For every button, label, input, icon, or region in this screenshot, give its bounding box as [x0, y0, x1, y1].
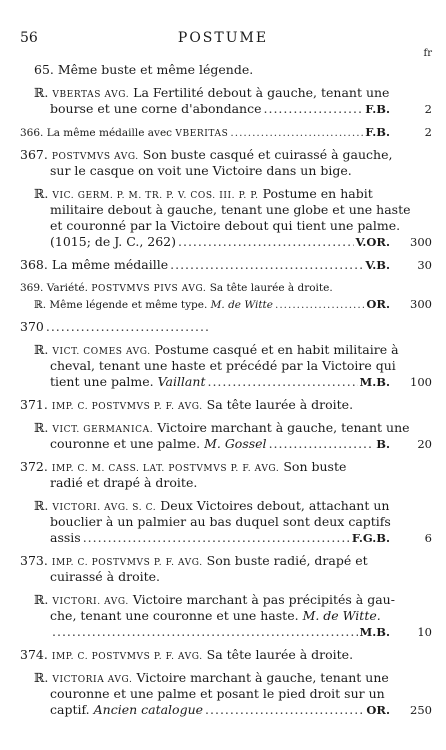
entry-line: che, tenant une couronne et une haste. M. de Witte. — [50, 608, 381, 623]
entry-line: radié et drapé à droite. — [50, 475, 198, 490]
price: 100 — [410, 375, 432, 389]
entry-line: ℝ. VICTORI. AVG. S. C. Deux Victoires debout, attachant un — [34, 498, 390, 513]
rarity-mark: B. — [376, 437, 390, 451]
price: 6 — [424, 531, 432, 545]
entry-line: et couronné par la Victoire debout qui tient une palme. — [50, 218, 401, 233]
rarity-mark: V.OR. — [355, 235, 390, 249]
price: 30 — [417, 258, 432, 272]
rarity-mark: OR. — [366, 297, 390, 311]
entry-line: couronne et une palme et posant le pied droit sur un — [50, 686, 385, 701]
price: 20 — [417, 437, 432, 451]
entry-line: 373. IMP. C. POSTVMVS P. F. AVG. Son buste radié, drapé et — [20, 553, 368, 568]
rarity-mark: OR. — [366, 703, 390, 717]
price: 250 — [410, 703, 432, 717]
price: 10 — [417, 625, 432, 639]
rarity-mark: F.B. — [365, 102, 390, 116]
entry-line: 371. IMP. C. POSTVMVS P. F. AVG. Sa tête laurée à droite. — [20, 397, 354, 412]
page-header — [0, 30, 446, 50]
entry-line: cuirassé à droite. — [50, 569, 160, 584]
entry-line: ℝ. VIC. GERM. P. M. TR. P. V. COS. III. P. P. Postume en habit — [34, 186, 373, 201]
entry-line: assis ..... F.G.B. 6 — [20, 530, 432, 546]
entry-line: 366. La même médaille avec VBERITAS ..... F.B. 2 — [20, 124, 432, 140]
entry-line: militaire debout à gauche, tenant une globe et une haste — [50, 202, 411, 217]
entry-line: 65. Même buste et même légende. — [34, 62, 254, 77]
entry-line: sur le casque on voit une Victoire dans un bige. — [50, 163, 352, 178]
entry-line: 367. POSTVMVS AVG. Son buste casqué et cuirassé à gauche, — [20, 147, 393, 162]
entry-line — [20, 624, 432, 640]
entry-line: ℝ. VBERTAS AVG. La Fertilité debout à gauche, tenant une — [34, 85, 390, 100]
catalogue-entries — [20, 62, 432, 718]
page-number: 56 — [20, 30, 38, 46]
entry-line: 372. IMP. C. M. CASS. LAT. POSTVMVS P. F. AVG. Son buste — [20, 459, 347, 474]
rarity-mark: M.B. — [359, 375, 390, 389]
price: 2 — [424, 102, 432, 116]
entry-line: ℝ. VICTORIA AVG. Victoire marchant à gauche, tenant une — [34, 670, 389, 685]
entry-line: 374. IMP. C. POSTVMVS P. F. AVG. Sa tête laurée à droite. — [20, 647, 354, 662]
entry-line: ℝ. VICT. COMES AVG. Postume casqué et en habit militaire à — [34, 342, 399, 357]
entry-line: bourse et une corne d'abondance ..... F.B. 2 — [20, 101, 432, 117]
entry-line: bouclier à un palmier au bas duquel sont deux captifs — [50, 514, 391, 529]
entry-line: cheval, tenant une haste et précédé par la Victoire qui — [50, 358, 396, 373]
entry-line: couronne et une palme. M. Gossel ..... B. 20 — [20, 436, 432, 452]
rarity-mark: M.B. — [359, 625, 390, 639]
price: 300 — [410, 235, 432, 249]
rarity-mark: F.B. — [365, 125, 390, 139]
price-column-label: fr — [423, 48, 432, 59]
entry-line: ℝ. VICT. GERMANICA. Victoire marchant à gauche, tenant une — [34, 420, 410, 435]
rarity-mark: V.B. — [365, 258, 390, 272]
running-title: POSTUME — [177, 30, 269, 46]
entry-line: 370 ..... — [20, 319, 210, 335]
entry-line: ℝ. VICTORI. AVG. Victoire marchant à pas précipités à gau- — [34, 592, 395, 607]
entry-line: ℝ. Même légende et même type. M. de Witte ..... OR. 300 — [20, 296, 432, 312]
entry-line: (1015; de J. C., 262) ..... V.OR. 300 — [20, 234, 432, 250]
price: 300 — [410, 297, 432, 311]
entry-line: 369. Variété. POSTVMVS PIVS AVG. Sa tête laurée à droite. — [20, 282, 333, 294]
entry-line: tient une palme. Vaillant ..... M.B. 100 — [20, 374, 432, 390]
price: 2 — [424, 125, 432, 139]
rarity-mark: F.G.B. — [351, 531, 390, 545]
entry-line: captif. Ancien catalogue ..... OR. 250 — [20, 702, 432, 718]
entry-line: 368. La même médaille ..... V.B. 30 — [20, 257, 432, 273]
